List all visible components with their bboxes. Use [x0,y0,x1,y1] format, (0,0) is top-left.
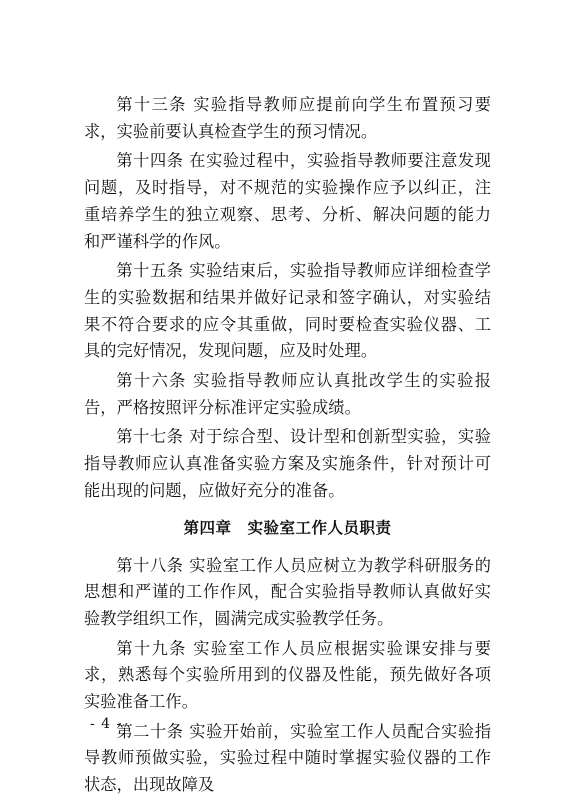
article-13: 第十三条 实验指导教师应提前向学生布置预习要求，实验前要认真检查学生的预习情况。 [84,95,491,141]
chapter-heading: 第四章 实验室工作人员职责 [183,518,392,537]
article-17: 第十七条 对于综合型、设计型和创新型实验，实验指导教师应认真准备实验方案及实施条件，针对预计可能出现的问题，应做好充分的准备。 [84,427,491,500]
article-18: 第十八条 实验室工作人员应树立为教学科研服务的思想和严谨的工作作风，配合实验指导教师认真做好实验教学组织工作，圆满完成实验教学任务。 [84,555,491,628]
article-20: 第二十条 实验开始前，实验室工作人员配合实验指导教师预做实验，实验过程中随时掌握实验仪器的工作状态，出现故障及 [84,721,491,795]
article-19: 第十九条 实验室工作人员应根据实验课安排与要求，熟悉每个实验所用到的仪器及性能，预先做好各项实验准备工作。 [84,638,491,712]
article-14: 第十四条 在实验过程中，实验指导教师要注意发现问题，及时指导，对不规范的实验操作应予以纠正，注重培养学生的独立观察、思考、分析、解决问题的能力和严谨科学的作风。 [84,151,491,251]
document-body [84,92,491,802]
page-number: - 4 - [90,716,123,732]
article-16: 第十六条 实验指导教师应认真批改学生的实验报告，严格按照评分标准评定实验成绩。 [84,371,491,417]
article-15: 第十五条 实验结束后，实验指导教师应详细检查学生的实验数据和结果并做好记录和签字确认，对实验结果不符合要求的应令其重做，同时要检查实验仪器、工具的完好情况，发现问题，应及时处理。 [84,261,491,361]
